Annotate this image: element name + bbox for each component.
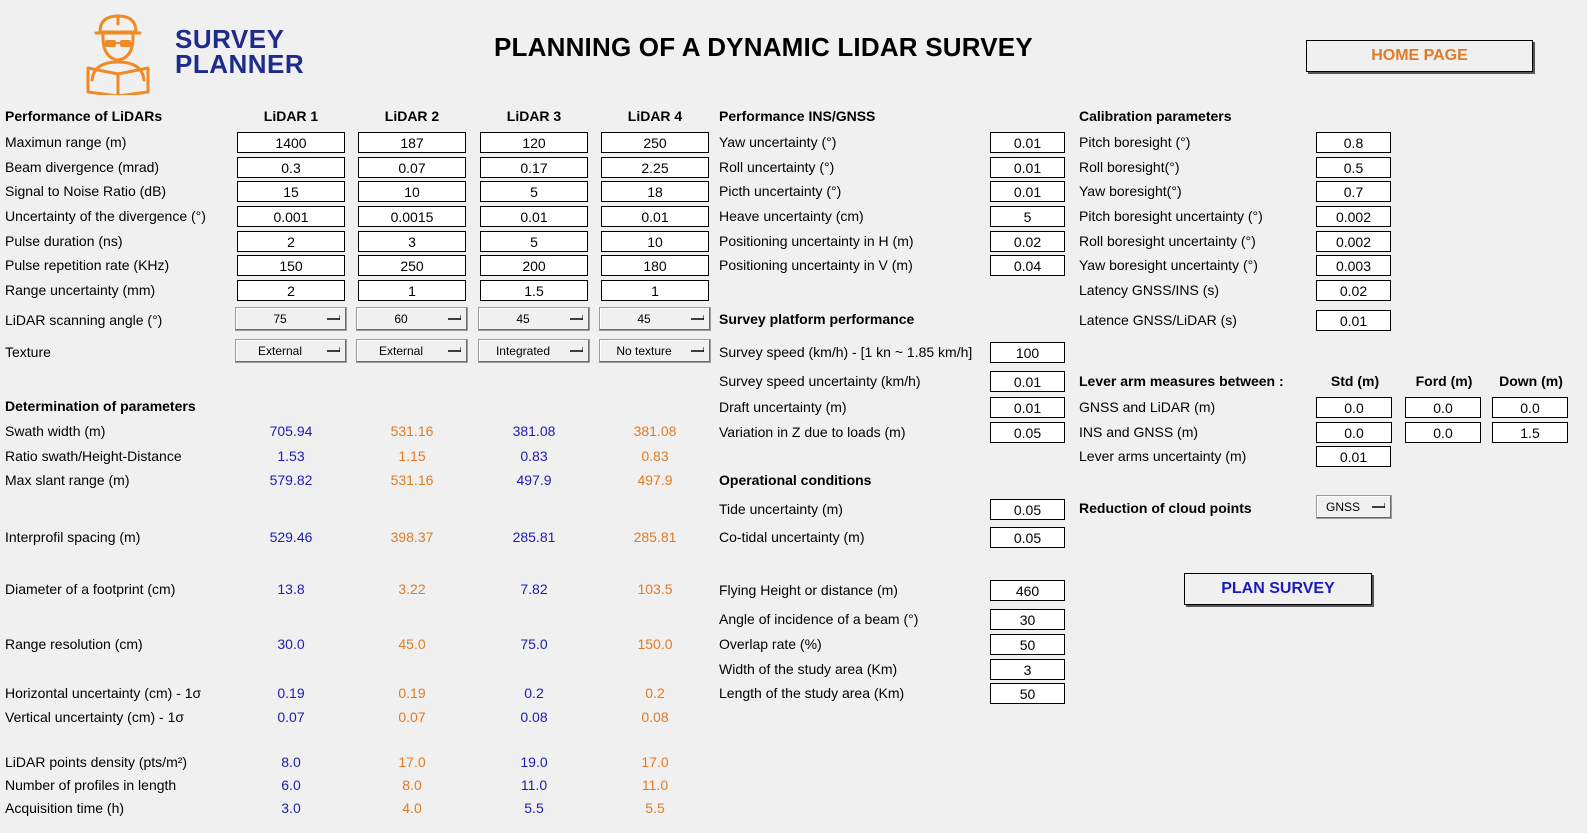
result-value: 30.0 (277, 636, 305, 652)
flight-param-input[interactable] (990, 580, 1065, 601)
calibration-input[interactable] (1316, 280, 1391, 301)
texture-select-value: External (378, 344, 424, 358)
flight-param-label: Flying Height or distance (m) (719, 582, 898, 598)
texture-label: Texture (5, 344, 51, 360)
ins-param-label: Heave uncertainty (cm) (719, 208, 864, 224)
texture-select[interactable] (478, 339, 590, 363)
result-value: 75.0 (520, 636, 548, 652)
result-label: Number of profiles in length (5, 777, 177, 793)
flight-param-label: Width of the study area (Km) (719, 661, 898, 677)
result-value: 579.82 (269, 472, 313, 488)
result-value: 0.08 (641, 709, 669, 725)
calibration-input[interactable] (1316, 132, 1391, 153)
lidar-param-input[interactable] (237, 157, 345, 178)
scan-angle-select[interactable] (356, 307, 468, 331)
ins-param-input[interactable] (990, 255, 1065, 276)
lidar-param-input[interactable] (601, 280, 709, 301)
lever-section-title: Lever arm measures between : (1079, 373, 1284, 389)
result-value: 0.07 (277, 709, 305, 725)
result-value: 150.0 (637, 636, 673, 652)
lidar-param-input[interactable] (358, 157, 466, 178)
texture-select-value: No texture (616, 344, 672, 358)
scan-angle-select[interactable] (599, 307, 711, 331)
lever-arm-input[interactable] (1316, 422, 1392, 443)
ins-param-input[interactable] (990, 231, 1065, 252)
ins-param-input[interactable] (990, 181, 1065, 202)
flight-param-label: Overlap rate (%) (719, 636, 822, 652)
logo-line1: SURVEY (175, 24, 285, 54)
result-value: 45.0 (398, 636, 426, 652)
lidar-param-input[interactable] (601, 132, 709, 153)
result-value: 4.0 (402, 800, 422, 816)
result-value: 103.5 (637, 581, 673, 597)
ins-param-label: Positioning uncertainty in H (m) (719, 233, 914, 249)
lidar-param-input[interactable] (237, 181, 345, 202)
result-label: Horizontal uncertainty (cm) - 1σ (5, 685, 202, 701)
lidar-param-input[interactable] (358, 255, 466, 276)
dropdown-arrow-icon (570, 315, 583, 323)
lidar-param-input[interactable] (480, 181, 588, 202)
platform-param-label: Survey speed uncertainty (km/h) (719, 373, 921, 389)
platform-param-label: Draft uncertainty (m) (719, 399, 847, 415)
lidar-param-input[interactable] (601, 206, 709, 227)
ins-param-input[interactable] (990, 132, 1065, 153)
dropdown-arrow-icon (691, 315, 704, 323)
calibration-label: Yaw boresight uncertainty (°) (1079, 257, 1258, 273)
surveyor-icon (78, 10, 158, 95)
calibration-label: Pitch boresight uncertainty (°) (1079, 208, 1263, 224)
result-value: 398.37 (390, 529, 434, 545)
result-value: 17.0 (398, 754, 426, 770)
result-value: 285.81 (512, 529, 556, 545)
platform-param-input[interactable] (990, 422, 1065, 443)
result-value: 0.08 (520, 709, 548, 725)
scan-angle-select-value: 75 (273, 312, 287, 326)
lidar-param-input[interactable] (237, 280, 345, 301)
platform-param-label: Variation in Z due to loads (m) (719, 424, 906, 440)
flight-param-input[interactable] (990, 609, 1065, 630)
result-value: 8.0 (281, 754, 301, 770)
result-value: 5.5 (524, 800, 544, 816)
lidar-param-input[interactable] (237, 231, 345, 252)
calibration-label: Latence GNSS/LiDAR (s) (1079, 312, 1237, 328)
plan-survey-button[interactable]: PLAN SURVEY (1184, 573, 1372, 605)
flight-param-input[interactable] (990, 634, 1065, 655)
ins-param-label: Picth uncertainty (°) (719, 183, 842, 199)
result-label: Swath width (m) (5, 423, 106, 439)
platform-param-input[interactable] (990, 397, 1065, 418)
flight-param-label: Length of the study area (Km) (719, 685, 905, 701)
lidar-param-input[interactable] (237, 206, 345, 227)
calibration-label: Latency GNSS/INS (s) (1079, 282, 1220, 298)
calibration-label: Pitch boresight (°) (1079, 134, 1191, 150)
result-value: 11.0 (641, 777, 669, 793)
dropdown-arrow-icon (691, 347, 704, 355)
result-value: 381.08 (633, 423, 677, 439)
scan-angle-select[interactable] (478, 307, 590, 331)
result-value: 381.08 (512, 423, 556, 439)
result-label: Range resolution (cm) (5, 636, 143, 652)
result-value: 0.19 (277, 685, 305, 701)
lidar-param-input[interactable] (480, 132, 588, 153)
result-label: LiDAR points density (pts/m²) (5, 754, 188, 770)
result-value: 0.2 (645, 685, 665, 701)
lidar-param-input[interactable] (358, 181, 466, 202)
lidar-column-header: LiDAR 3 (506, 108, 562, 124)
result-value: 0.19 (398, 685, 426, 701)
result-value: 3.22 (398, 581, 426, 597)
platform-section-title: Survey platform performance (719, 311, 915, 327)
page-title: PLANNING OF A DYNAMIC LIDAR SURVEY (494, 32, 1033, 62)
lidar-param-label: Beam divergence (mrad) (5, 159, 160, 175)
result-value: 6.0 (281, 777, 301, 793)
calibration-input[interactable] (1316, 255, 1391, 276)
logo-line2: PLANNER (175, 49, 305, 79)
calibration-label: Roll boresight uncertainty (°) (1079, 233, 1256, 249)
result-label: Vertical uncertainty (cm) - 1σ (5, 709, 185, 725)
dropdown-arrow-icon (327, 315, 340, 323)
scan-angle-label: LiDAR scanning angle (°) (5, 312, 163, 328)
dropdown-arrow-icon (448, 347, 461, 355)
dropdown-arrow-icon (1372, 503, 1385, 511)
lidar-param-label: Pulse duration (ns) (5, 233, 123, 249)
ins-param-label: Positioning uncertainty in V (m) (719, 257, 913, 273)
result-value: 3.0 (281, 800, 301, 816)
result-label: Acquisition time (h) (5, 800, 125, 816)
ins-param-label: Yaw uncertainty (°) (719, 134, 837, 150)
home-page-button[interactable]: HOME PAGE (1306, 40, 1533, 72)
lever-column-header: Ford (m) (1415, 373, 1473, 389)
flight-param-label: Angle of incidence of a beam (°) (719, 611, 919, 627)
dropdown-arrow-icon (448, 315, 461, 323)
result-value: 8.0 (402, 777, 422, 793)
lever-row-label: GNSS and LiDAR (m) (1079, 399, 1216, 415)
flight-param-input[interactable] (990, 683, 1065, 704)
lidar-param-input[interactable] (480, 157, 588, 178)
ins-section-title: Performance INS/GNSS (719, 108, 876, 124)
lidar-param-label: Uncertainty of the divergence (°) (5, 208, 206, 224)
lidar-param-input[interactable] (358, 231, 466, 252)
calibration-label: Roll boresight(°) (1079, 159, 1180, 175)
calibration-input[interactable] (1316, 181, 1391, 202)
calibration-input[interactable] (1316, 157, 1391, 178)
reduction-select[interactable] (1316, 495, 1392, 519)
result-value: 285.81 (633, 529, 677, 545)
platform-param-label: Survey speed (km/h) - [1 kn ~ 1.85 km/h] (719, 344, 973, 360)
result-value: 7.82 (520, 581, 548, 597)
operational-param-label: Tide uncertainty (m) (719, 501, 843, 517)
lidar-param-input[interactable] (480, 280, 588, 301)
result-label: Max slant range (m) (5, 472, 130, 488)
determination-section-title: Determination of parameters (5, 398, 196, 414)
scan-angle-select-value: 45 (516, 312, 530, 326)
lidar-param-input[interactable] (480, 231, 588, 252)
scan-angle-select-value: 45 (637, 312, 651, 326)
calibration-input[interactable] (1316, 231, 1391, 252)
scan-angle-select-value: 60 (394, 312, 408, 326)
texture-select[interactable] (599, 339, 711, 363)
lidar-param-input[interactable] (237, 255, 345, 276)
result-label: Diameter of a footprint (cm) (5, 581, 176, 597)
texture-select[interactable] (235, 339, 347, 363)
result-value: 0.83 (641, 448, 669, 464)
lever-arm-input[interactable] (1492, 422, 1568, 443)
flight-param-input[interactable] (990, 659, 1065, 680)
ins-param-input[interactable] (990, 157, 1065, 178)
result-value: 1.53 (277, 448, 305, 464)
result-value: 11.0 (520, 777, 548, 793)
lever-row-label: INS and GNSS (m) (1079, 424, 1199, 440)
lidar-param-input[interactable] (601, 255, 709, 276)
platform-param-input[interactable] (990, 342, 1065, 363)
lever-column-header: Std (m) (1330, 373, 1380, 389)
lever-arm-input[interactable] (1492, 397, 1568, 418)
dropdown-arrow-icon (570, 347, 583, 355)
dropdown-arrow-icon (327, 347, 340, 355)
reduction-label: Reduction of cloud points (1079, 500, 1252, 516)
lidar-param-input[interactable] (601, 231, 709, 252)
calibration-section-title: Calibration parameters (1079, 108, 1232, 124)
result-label: Interprofil spacing (m) (5, 529, 141, 545)
operational-param-label: Co-tidal uncertainty (m) (719, 529, 865, 545)
lidar-param-input[interactable] (601, 181, 709, 202)
result-value: 529.46 (269, 529, 313, 545)
result-value: 19.0 (520, 754, 548, 770)
lidar-section-title: Performance of LiDARs (5, 108, 163, 124)
result-value: 497.9 (516, 472, 552, 488)
result-value: 0.07 (398, 709, 426, 725)
texture-select-value: Integrated (495, 344, 551, 358)
result-value: 705.94 (269, 423, 313, 439)
calibration-label: Yaw boresight(°) (1079, 183, 1182, 199)
lidar-param-label: Maximun range (m) (5, 134, 127, 150)
result-value: 17.0 (641, 754, 669, 770)
lidar-param-input[interactable] (358, 206, 466, 227)
scan-angle-select[interactable] (235, 307, 347, 331)
lidar-param-label: Range uncertainty (mm) (5, 282, 156, 298)
result-value: 1.15 (398, 448, 426, 464)
lidar-column-header: LiDAR 4 (627, 108, 683, 124)
lidar-param-input[interactable] (237, 132, 345, 153)
ins-param-label: Roll uncertainty (°) (719, 159, 835, 175)
result-value: 0.2 (524, 685, 544, 701)
lidar-param-label: Pulse repetition rate (KHz) (5, 257, 170, 273)
logo (78, 10, 303, 95)
lever-arm-input[interactable] (1405, 397, 1481, 418)
lidar-param-input[interactable] (601, 157, 709, 178)
operational-section-title: Operational conditions (719, 472, 872, 488)
result-label: Ratio swath/Height-Distance (5, 448, 182, 464)
result-value: 531.16 (390, 472, 434, 488)
lever-column-header: Down (m) (1499, 373, 1563, 389)
lever-arm-input[interactable] (1405, 422, 1481, 443)
result-value: 0.83 (520, 448, 548, 464)
lidar-param-input[interactable] (358, 132, 466, 153)
lever-uncertainty-label: Lever arms uncertainty (m) (1079, 448, 1247, 464)
lidar-param-label: Signal to Noise Ratio (dB) (5, 183, 167, 199)
reduction-select-value: GNSS (1325, 500, 1360, 514)
calibration-input[interactable] (1316, 310, 1391, 331)
ins-param-input[interactable] (990, 206, 1065, 227)
result-value: 5.5 (645, 800, 665, 816)
lidar-param-input[interactable] (480, 206, 588, 227)
operational-param-input[interactable] (990, 527, 1065, 548)
lidar-param-input[interactable] (358, 280, 466, 301)
lidar-param-input[interactable] (480, 255, 588, 276)
operational-param-input[interactable] (990, 499, 1065, 520)
lidar-column-header: LiDAR 1 (263, 108, 319, 124)
result-value: 13.8 (277, 581, 305, 597)
lever-arm-input[interactable] (1316, 397, 1392, 418)
lidar-column-header: LiDAR 2 (384, 108, 440, 124)
texture-select[interactable] (356, 339, 468, 363)
lever-uncertainty-input[interactable] (1316, 446, 1391, 467)
calibration-input[interactable] (1316, 206, 1391, 227)
texture-select-value: External (257, 344, 303, 358)
result-value: 531.16 (390, 423, 434, 439)
result-value: 497.9 (637, 472, 673, 488)
platform-param-input[interactable] (990, 371, 1065, 392)
